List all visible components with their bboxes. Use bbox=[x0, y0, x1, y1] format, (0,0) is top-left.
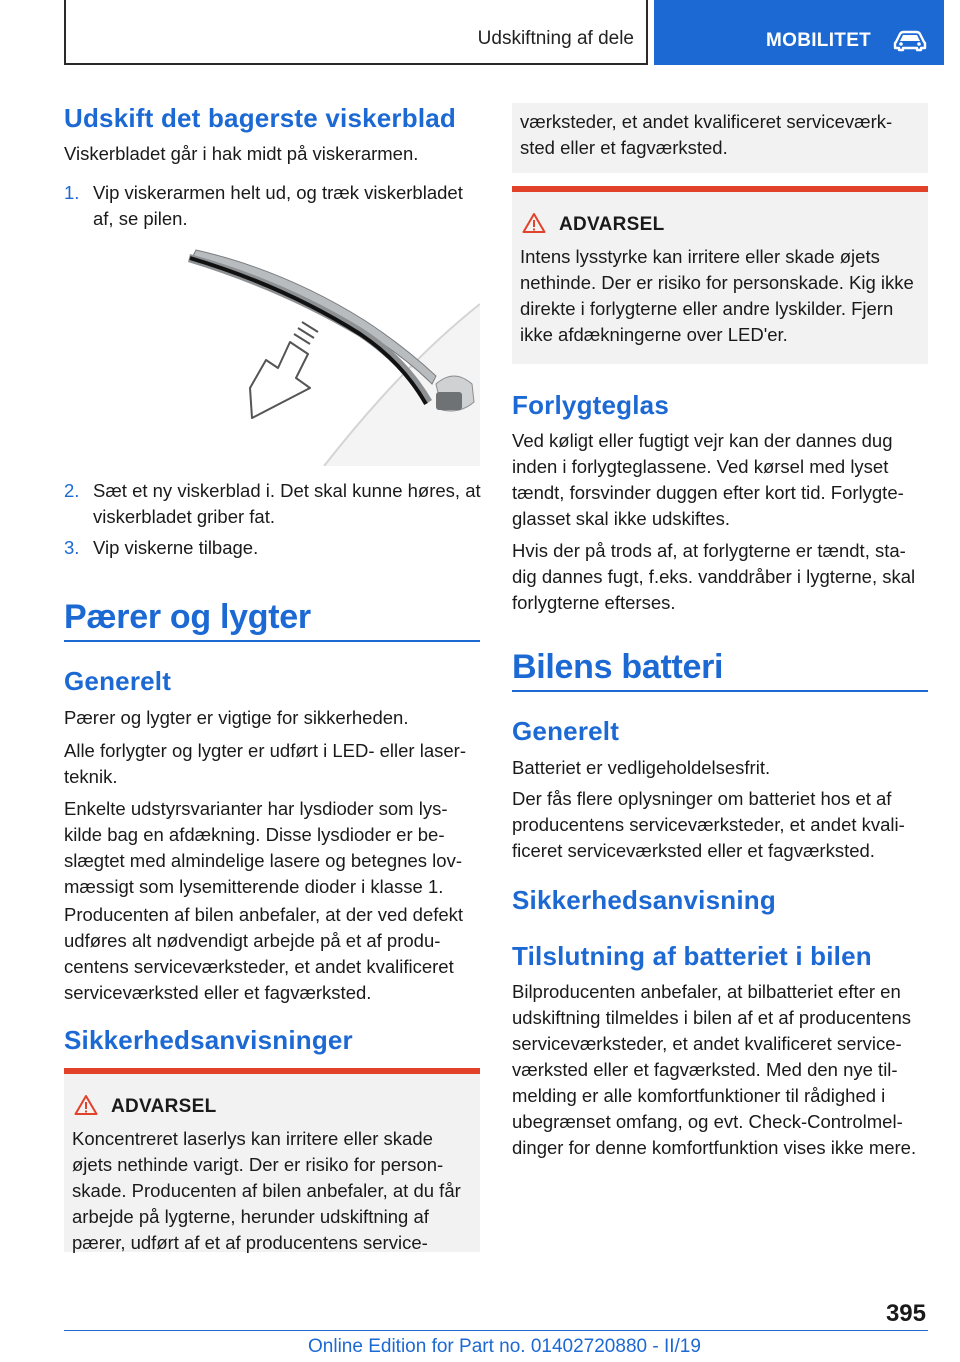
general-para: Pærer og lygter er vigtige for sikkerheden. bbox=[64, 707, 409, 728]
warning-text: Intens lysstyrke kan irritere eller skade øjets nethinde. Der er risiko for personskade. Kig ikke direkte i forlygterne eller andre lyskilder. Fjern ikke afdækningerne over LED'er. bbox=[520, 246, 914, 345]
warning-title: ADVARSEL bbox=[111, 1096, 217, 1117]
battery-para: Der fås flere oplysninger om batteriet hos et af producentens serviceværksteder, et andet kvali-ficeret serviceværksted eller et fagværksted. bbox=[512, 788, 905, 861]
warning-box-continued bbox=[512, 103, 928, 173]
header-chapter-tab bbox=[654, 0, 944, 65]
battery-general-heading: Generelt bbox=[512, 716, 620, 746]
step-number: 3. bbox=[64, 537, 80, 558]
list-item bbox=[64, 535, 480, 561]
general-heading: Generelt bbox=[64, 666, 172, 696]
warning-bar bbox=[64, 1068, 480, 1074]
header-section-box bbox=[64, 0, 648, 65]
general-para: Producenten af bilen anbefaler, at der ved defekt udføres alt nødvendigt arbejde på et af produ-centens serviceværksteder, et andet kvalificeret serviceværksted eller et fagværksted. bbox=[64, 904, 464, 1003]
battery-heading: Bilens batteri bbox=[512, 648, 724, 686]
wiper-blade-illustration bbox=[174, 244, 480, 466]
connect-text: Bilproducenten anbefaler, at bilbatteriet efter en udskiftning tilmeldes i bilen af et af producentens serviceværksteder, et andet kvalificeret service-værksted eller et fagværksted. Med den nye til-melding er alle komfortfunktioner til rådighed i ubegrænset omfang, og evt. Check-Controlmel-dinger for denne komfortfunktion vises ikke mere. bbox=[512, 981, 917, 1158]
wiper-heading: Udskift det bagerste viskerblad bbox=[64, 103, 456, 133]
section-title: Udskiftning af dele bbox=[477, 28, 634, 49]
step-text: Vip viskerarmen helt ud, og træk viskerbladet af, se pilen. bbox=[93, 182, 463, 229]
chapter-title: MOBILITET bbox=[766, 30, 872, 51]
battery-safety-heading: Sikkerhedsanvisning bbox=[512, 885, 776, 915]
warning-box bbox=[64, 1068, 480, 1252]
heading-rule bbox=[64, 640, 480, 642]
warning-bar bbox=[512, 186, 928, 192]
general-para: Enkelte udstyrsvarianter har lysdioder som lys-kilde bag en afdækning. Disse lysdioder er be-slægtet med almindelige lasere og betegnes lov-mæssigt som lysemitterende dioder i klasse 1. bbox=[64, 798, 462, 897]
step-text: Vip viskerne tilbage. bbox=[93, 537, 259, 558]
heading-rule bbox=[512, 690, 928, 692]
warning-title: ADVARSEL bbox=[559, 214, 665, 235]
warning-triangle-icon bbox=[522, 212, 546, 234]
footer-rule bbox=[64, 1330, 928, 1331]
step-text: Sæt et ny viskerblad i. Det skal kunne høres, at viskerbladet griber fat. bbox=[93, 480, 481, 527]
headlight-heading: Forlygteglas bbox=[512, 390, 669, 420]
step-number: 1. bbox=[64, 182, 80, 203]
warning-text: værksteder, et andet kvalificeret serviceværk-sted eller et fagværksted. bbox=[520, 111, 893, 158]
headlight-para: Hvis der på trods af, at forlygterne er tændt, sta-dig dannes fugt, f.eks. vanddråber i lygterne, skal forlygterne efterses. bbox=[512, 540, 916, 613]
warning-box bbox=[512, 186, 928, 364]
safety-heading: Sikkerhedsanvisninger bbox=[64, 1025, 353, 1055]
list-item bbox=[64, 478, 480, 530]
list-item bbox=[64, 180, 480, 232]
warning-triangle-icon bbox=[74, 1094, 98, 1116]
step-number: 2. bbox=[64, 480, 80, 501]
page-number: 395 bbox=[885, 1300, 926, 1327]
wiper-intro: Viskerbladet går i hak midt på viskerarmen. bbox=[64, 143, 419, 164]
warning-text: Koncentreret laserlys kan irritere eller skade øjets nethinde varigt. Der er risiko for person-skade. Producenten af bilen anbefaler, at du får arbejde på lygterne, herunder udskiftning af pærer, udført af et af producentens service- bbox=[72, 1128, 461, 1253]
general-para: Alle forlygter og lygter er udført i LED- eller laser-teknik. bbox=[64, 740, 466, 787]
headlight-para: Ved køligt eller fugtigt vejr kan der dannes dug inden i forlygteglassene. Ved kørsel med lyset tændt, forsvinder duggen efter kort tid. Forlygte-glasset skal ikke udskiftes. bbox=[512, 430, 904, 529]
connect-heading: Tilslutning af batteriet i bilen bbox=[512, 941, 872, 971]
edition-text: Online Edition for Part no. 01402720880 - II/19 bbox=[308, 1336, 701, 1357]
car-icon bbox=[892, 28, 928, 52]
lights-heading: Pærer og lygter bbox=[64, 598, 311, 636]
battery-para: Batteriet er vedligeholdelsesfrit. bbox=[512, 757, 771, 778]
